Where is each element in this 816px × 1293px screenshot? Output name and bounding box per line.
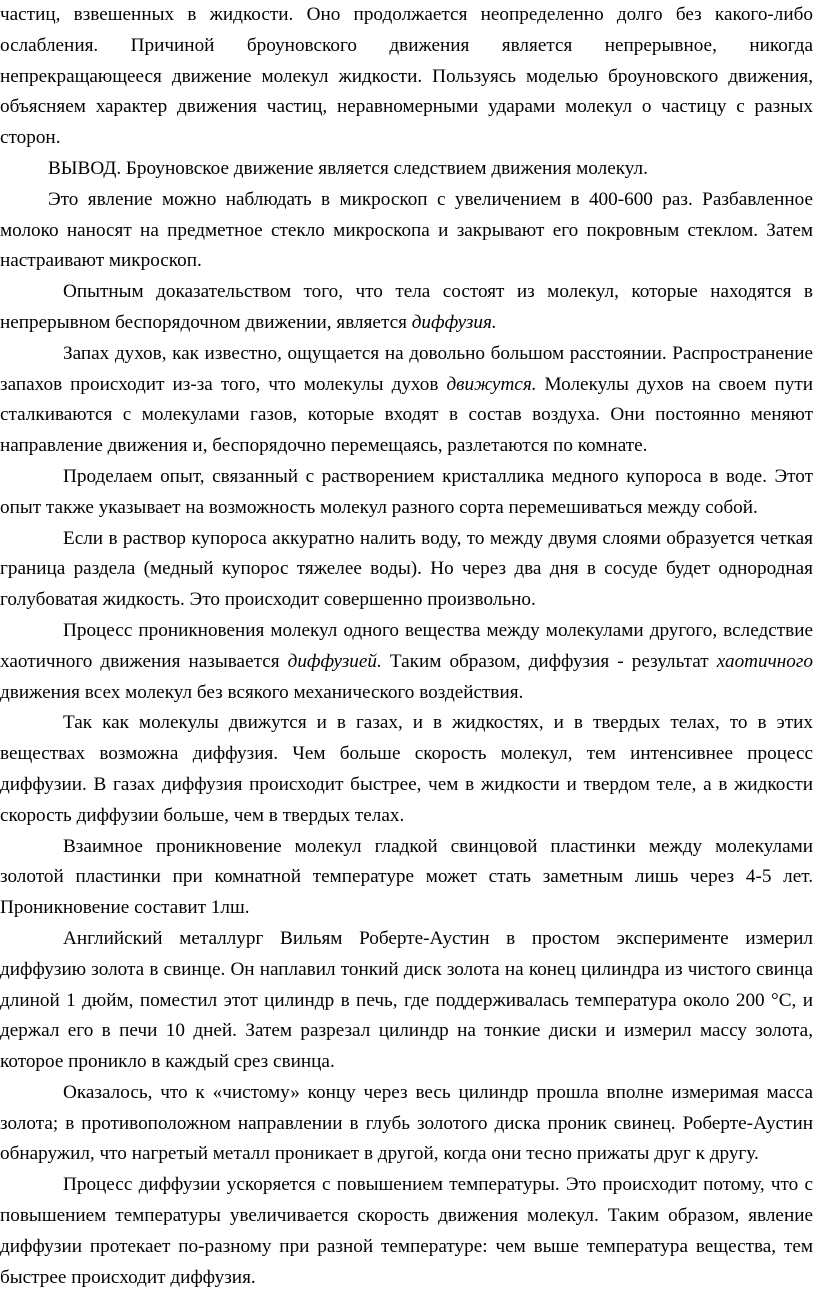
text-run: Процесс диффузии ускоряется с повышением температуры. Это происходит потому, что с повышением температуры увеличивается скорость движения молекул. Таким образом, явление диффузии протекает по-разному при разной температуре: чем выше температура вещества, тем быстрее происходит диффузия. [0,1174,813,1288]
paragraph-brownian-cause [0,0,813,154]
text-run: частиц, взвешенных в жидкости. Оно продолжается неопределенно долго без какого-либо ослабления. Причиной броуновского движения является непрерывное, никогда непрекращающееся движение молекул жидкости. Пользуясь моделью броуновского движения, объясняем характер движения частиц, неравномерными ударами молекул о частицу с разных сторон. [0,4,813,149]
paragraph-lead-gold-plates [0,832,813,924]
paragraph-layers-boundary [0,524,813,616]
text-run: Запах духов, как известно, ощущается на довольно большом расстоянии. Распространение запахов происходит из-за того, что молекулы духов [0,342,813,395]
text-run: Если в раствор купороса аккуратно налить воду, то между двумя слоями образуется четкая граница раздела (медный купорос тяжелее воды). Но через два дня в сосуде будет однородная голубоватая жидкость. Это происходит совершенно произвольно. [0,527,813,611]
italic-term: диффузией. [287,650,382,672]
text-run: Так как молекулы движутся и в газах, и в жидкостях, и в твердых телах, то в этих веществах возможна диффузия. Чем больше скорость молекул, тем интенсивнее процесс диффузии. В газах диффузия происходит быстрее, чем в жидкости и твердом теле, а в жидкости скорость диффузии больше, чем в твердых телах. [0,712,813,826]
paragraph-roberts-austen-experiment [0,924,813,1078]
text-run: Это явление можно наблюдать в микроскоп с увеличением в 400-600 раз. Разбавленное молоко наносят на предметное стекло микроскопа и закрывают его покровным стеклом. Затем настраивают микроскоп. [0,188,813,272]
paragraph-perfume-smell [0,339,813,462]
paragraph-copper-sulfate-experiment [0,462,813,524]
paragraph-diffusion-proof [0,277,813,339]
text-run: Таким образом, диффузия - результат [381,650,717,672]
italic-term: хаотичного [716,650,813,672]
italic-term: диффузия. [411,311,497,333]
text-run: Молекулы духов на своем пути сталкиваются с молекулами газов, которые входят в состав воздуха. Они постоянно меняют направление движения и, беспорядочно перемещаясь, разлетаются по комнате. [0,373,813,457]
text-run: движения всех молекул без всякого механического воздействия. [0,681,524,703]
text-run: Процесс проникновения молекул одного вещества между молекулами другого, вследствие хаотичного движения называется [0,619,813,672]
text-run: Английский металлург Вильям Роберте-Аустин в простом эксперименте измерил диффузию золота в свинце. Он наплавил тонкий диск золота на конец цилиндра из чистого свинца длиной 1 дюйм, поместил этот цилиндр в печь, где поддерживалась температура около 200 °С, и держал его в печи 10 дней. Затем разрезал цилиндр на тонкие диски и измерил массу золота, которое проникло в каждый срез свинца. [0,927,813,1073]
text-run: Проделаем опыт, связанный с растворением кристаллика медного купороса в воде. Этот опыт также указывает на возможность молекул разного сорта перемешиваться между собой. [0,465,813,518]
paragraph-experiment-result [0,1078,813,1170]
text-run: Опытным доказательством того, что тела состоят из молекул, которые находятся в непрерывном беспорядочном движении, является [0,281,813,333]
text-run: Оказалось, что к «чистому» концу через весь цилиндр прошла вполне измеримая масса золота; в противоположном направлении в глубь золотого диска проник свинец. Роберте-Аустин обнаружил, что нагретый металл проникает в другой, когда они тесно прижаты друг к другу. [0,1081,813,1165]
text-run: Взаимное проникновение молекул гладкой свинцовой пластинки между молекулами золотой пластинки при комнатной температуре может стать заметным лишь через 4-5 лет. Проникновение составит 1лш. [0,835,813,919]
text-run: ВЫВОД. Броуновское движение является следствием движения молекул. [48,157,648,179]
italic-term: движутся. [446,373,537,395]
paragraph-microscope [0,185,813,277]
paragraph-conclusion [0,154,813,185]
paragraph-temperature-effect [0,1170,813,1293]
paragraph-diffusion-definition [0,616,813,708]
paragraph-diffusion-states [0,708,813,831]
